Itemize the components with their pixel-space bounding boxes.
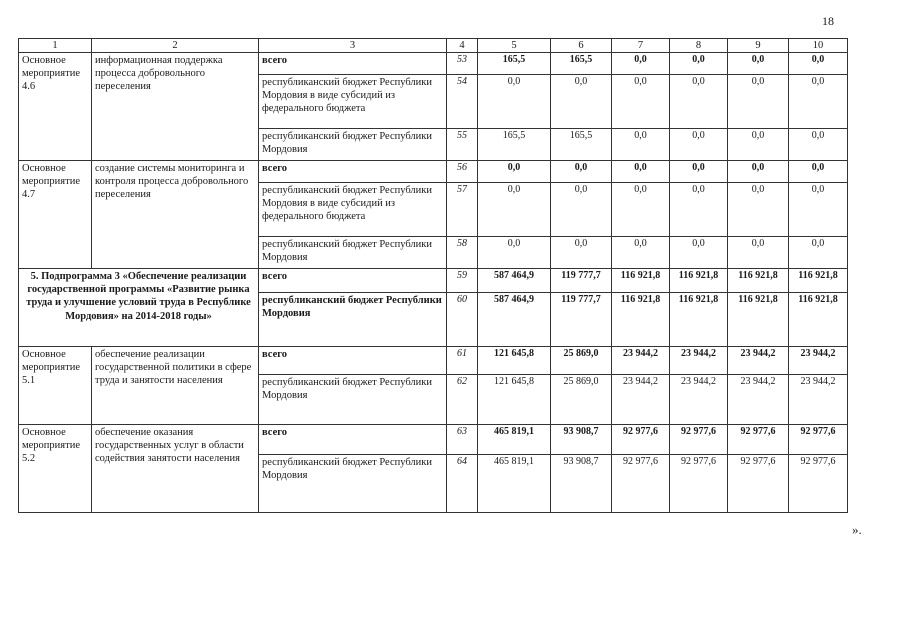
amount-cell: 0,0	[728, 237, 789, 269]
amount-cell: 0,0	[478, 183, 551, 237]
amount-cell: 116 921,8	[612, 293, 670, 347]
measure-code: Основное мероприятие 4.6	[19, 53, 92, 161]
table-row	[19, 347, 848, 375]
column-header: 1	[19, 39, 92, 53]
closing-quote-mark: ».	[852, 522, 862, 537]
amount-cell: 165,5	[478, 129, 551, 161]
funding-source: республиканский бюджет Республики Мордовия в виде субсидий из федерального бюджета	[259, 75, 447, 129]
measure-code: Основное мероприятие 4.7	[19, 161, 92, 269]
amount-cell: 92 977,6	[612, 455, 670, 513]
amount-cell: 0,0	[612, 183, 670, 237]
table-row	[19, 269, 848, 293]
funding-source: всего	[259, 425, 447, 455]
row-number: 59	[447, 269, 478, 293]
amount-cell: 119 777,7	[551, 269, 612, 293]
amount-cell: 0,0	[551, 75, 612, 129]
amount-cell: 116 921,8	[728, 293, 789, 347]
amount-cell: 465 819,1	[478, 455, 551, 513]
measure-name: информационная поддержка процесса добровольного переселения	[92, 53, 259, 161]
subprogram-title: 5. Подпрограмма 3 «Обеспечение реализации государственной программы «Развитие рынка труда и улучшение условий труда в Республике Мордовия» на 2014-2018 годы»	[19, 269, 259, 347]
table-row	[19, 161, 848, 183]
amount-cell: 23 944,2	[612, 375, 670, 425]
amount-cell: 0,0	[789, 237, 848, 269]
column-header: 8	[670, 39, 728, 53]
amount-cell: 0,0	[478, 75, 551, 129]
row-number: 62	[447, 375, 478, 425]
amount-cell: 0,0	[789, 129, 848, 161]
table-body	[19, 53, 848, 513]
amount-cell: 0,0	[728, 183, 789, 237]
amount-cell: 23 944,2	[789, 375, 848, 425]
row-number: 61	[447, 347, 478, 375]
amount-cell: 0,0	[670, 53, 728, 75]
amount-cell: 23 944,2	[612, 347, 670, 375]
amount-cell: 23 944,2	[728, 347, 789, 375]
amount-cell: 0,0	[670, 237, 728, 269]
amount-cell: 587 464,9	[478, 269, 551, 293]
amount-cell: 92 977,6	[612, 425, 670, 455]
amount-cell: 116 921,8	[670, 293, 728, 347]
funding-source: всего	[259, 53, 447, 75]
amount-cell: 0,0	[789, 75, 848, 129]
column-header: 7	[612, 39, 670, 53]
column-header: 4	[447, 39, 478, 53]
amount-cell: 25 869,0	[551, 375, 612, 425]
row-number: 63	[447, 425, 478, 455]
page-number: 18	[822, 14, 834, 28]
row-number: 58	[447, 237, 478, 269]
column-header: 5	[478, 39, 551, 53]
amount-cell: 23 944,2	[670, 347, 728, 375]
measure-code: Основное мероприятие 5.1	[19, 347, 92, 425]
row-number: 55	[447, 129, 478, 161]
row-number: 54	[447, 75, 478, 129]
funding-source: республиканский бюджет Республики Мордовия	[259, 237, 447, 269]
amount-cell: 116 921,8	[612, 269, 670, 293]
amount-cell: 0,0	[728, 129, 789, 161]
column-header: 9	[728, 39, 789, 53]
row-number: 53	[447, 53, 478, 75]
amount-cell: 23 944,2	[670, 375, 728, 425]
amount-cell: 0,0	[612, 161, 670, 183]
amount-cell: 0,0	[728, 75, 789, 129]
amount-cell: 25 869,0	[551, 347, 612, 375]
column-header: 6	[551, 39, 612, 53]
row-number: 56	[447, 161, 478, 183]
amount-cell: 0,0	[478, 161, 551, 183]
amount-cell: 92 977,6	[789, 425, 848, 455]
funding-source: всего	[259, 269, 447, 293]
measure-code: Основное мероприятие 5.2	[19, 425, 92, 513]
amount-cell: 121 645,8	[478, 347, 551, 375]
amount-cell: 0,0	[670, 183, 728, 237]
amount-cell: 93 908,7	[551, 455, 612, 513]
amount-cell: 93 908,7	[551, 425, 612, 455]
amount-cell: 116 921,8	[728, 269, 789, 293]
amount-cell: 0,0	[612, 129, 670, 161]
amount-cell: 92 977,6	[670, 455, 728, 513]
amount-cell: 465 819,1	[478, 425, 551, 455]
amount-cell: 92 977,6	[728, 455, 789, 513]
column-header: 3	[259, 39, 447, 53]
amount-cell: 119 777,7	[551, 293, 612, 347]
amount-cell: 0,0	[670, 129, 728, 161]
amount-cell: 0,0	[728, 53, 789, 75]
row-number: 57	[447, 183, 478, 237]
amount-cell: 23 944,2	[728, 375, 789, 425]
amount-cell: 121 645,8	[478, 375, 551, 425]
measure-name: обеспечение оказания государственных услуг в области содействия занятости населения	[92, 425, 259, 513]
column-header: 10	[789, 39, 848, 53]
funding-source: республиканский бюджет Республики Мордовия	[259, 129, 447, 161]
amount-cell: 0,0	[670, 75, 728, 129]
amount-cell: 23 944,2	[789, 347, 848, 375]
amount-cell: 0,0	[612, 237, 670, 269]
amount-cell: 0,0	[789, 53, 848, 75]
row-number: 60	[447, 293, 478, 347]
funding-source: республиканский бюджет Республики Мордовия	[259, 375, 447, 425]
amount-cell: 0,0	[670, 161, 728, 183]
amount-cell: 0,0	[478, 237, 551, 269]
amount-cell: 92 977,6	[670, 425, 728, 455]
row-number: 64	[447, 455, 478, 513]
amount-cell: 92 977,6	[728, 425, 789, 455]
funding-source: всего	[259, 347, 447, 375]
amount-cell: 0,0	[551, 161, 612, 183]
amount-cell: 116 921,8	[670, 269, 728, 293]
amount-cell: 165,5	[551, 53, 612, 75]
column-header: 2	[92, 39, 259, 53]
amount-cell: 165,5	[551, 129, 612, 161]
amount-cell: 0,0	[551, 237, 612, 269]
amount-cell: 0,0	[612, 75, 670, 129]
table-row	[19, 425, 848, 455]
measure-name: создание системы мониторинга и контроля процесса добровольного переселения	[92, 161, 259, 269]
amount-cell: 0,0	[789, 183, 848, 237]
amount-cell: 0,0	[551, 183, 612, 237]
amount-cell: 92 977,6	[789, 455, 848, 513]
amount-cell: 0,0	[612, 53, 670, 75]
funding-source: республиканский бюджет Республики Мордовия	[259, 455, 447, 513]
amount-cell: 0,0	[789, 161, 848, 183]
amount-cell: 165,5	[478, 53, 551, 75]
amount-cell: 116 921,8	[789, 293, 848, 347]
amount-cell: 0,0	[728, 161, 789, 183]
funding-source: республиканский бюджет Республики Мордовия	[259, 293, 447, 347]
funding-source: всего	[259, 161, 447, 183]
table-row	[19, 53, 848, 75]
amount-cell: 587 464,9	[478, 293, 551, 347]
column-number-row	[19, 39, 848, 53]
measure-name: обеспечение реализации государственной политики в сфере труда и занятости населения	[92, 347, 259, 425]
budget-table	[18, 38, 848, 513]
amount-cell: 116 921,8	[789, 269, 848, 293]
funding-source: республиканский бюджет Республики Мордовия в виде субсидий из федерального бюджета	[259, 183, 447, 237]
